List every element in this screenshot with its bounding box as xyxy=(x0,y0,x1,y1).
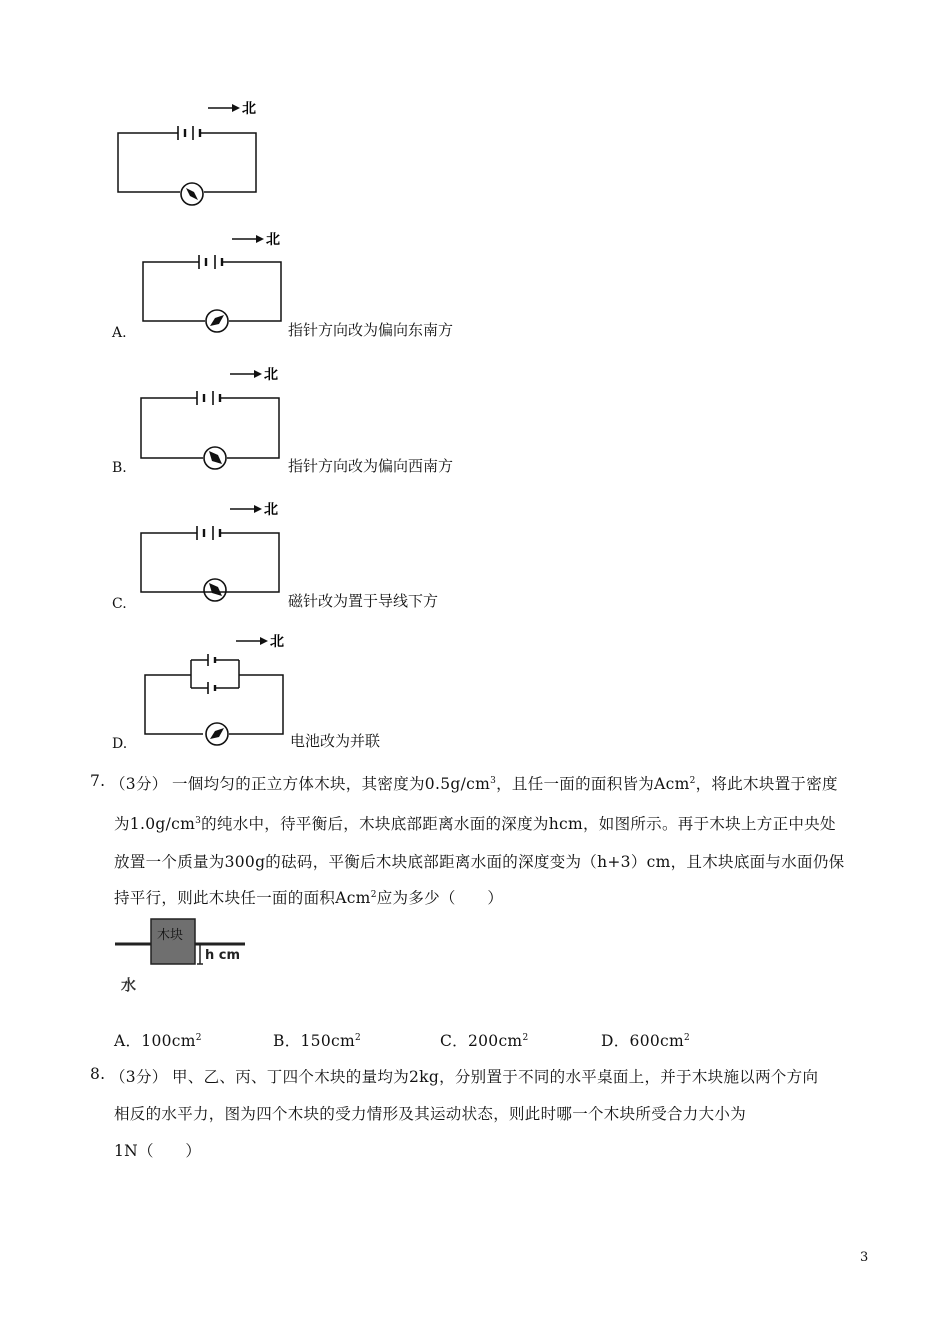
north-label: 北 xyxy=(270,634,284,650)
option-b-label: B. xyxy=(112,460,127,476)
compass-icon xyxy=(181,183,203,205)
option-c-label: C. xyxy=(112,596,127,612)
q8-line-1: 甲、乙、丙、丁四个木块的量均为2kg，分别置于不同的水平桌面上，并于木块施以两个方向 xyxy=(172,1068,819,1086)
compass-icon xyxy=(204,579,226,601)
option-c-circuit xyxy=(133,498,288,600)
option-a-caption: 指针方向改为偏向东南方 xyxy=(288,321,454,339)
option-b-caption: 指针方向改为偏向西南方 xyxy=(288,457,454,475)
q7-choice-a: A．$100cm^2$ xyxy=(114,1032,202,1050)
q7-choice-d: D．$600cm^2$ xyxy=(601,1032,691,1050)
water-label: 水 xyxy=(121,976,137,994)
q7-choice-b: B．$150cm^2$ xyxy=(273,1032,361,1050)
option-d-circuit xyxy=(135,630,295,742)
q7-line-1: 一個均匀的正立方体木块，其密度为$0.5g/cm^3$，且任一面的面积皆为Acm$^2$，将此木块置于密度 xyxy=(172,775,838,793)
q8-line-3: 1N（ ） xyxy=(114,1142,202,1160)
compass-icon xyxy=(204,447,226,469)
north-label: 北 xyxy=(264,367,278,383)
q7-line-3: 放置一个质量为300g的砝码，平衡后木块底部距离水面的深度变为（h+3）cm，且木块底面与水面仍保 xyxy=(114,853,845,871)
q7-line-2: 为$1.0g/cm^3$的纯水中，待平衡后，木块底部距离水面的深度为hcm，如图所示。再于木块上方正中央处 xyxy=(114,815,836,833)
option-d-label: D. xyxy=(112,736,128,752)
compass-icon xyxy=(206,310,228,332)
compass-icon xyxy=(206,723,228,745)
option-a-label: A. xyxy=(112,325,127,341)
original-circuit-diagram xyxy=(110,95,270,210)
north-label: 北 xyxy=(242,101,256,117)
depth-label: h cm xyxy=(205,948,241,963)
q8-points: （3分） xyxy=(110,1068,168,1086)
q7-points: （3分） xyxy=(110,775,168,793)
q8-line-2: 相反的水平力，图为四个木块的受力情形及其运动状态，则此时哪一个木块所受合力大小为 xyxy=(114,1105,747,1123)
q7-line-4: 持平行，则此木块任一面的面积Acm$^2$应为多少（ ） xyxy=(114,889,504,907)
page-number: 3 xyxy=(860,1250,869,1265)
north-label: 北 xyxy=(264,502,278,518)
q7-choice-c: C．$200cm^2$ xyxy=(440,1032,529,1050)
q7-number: 7. xyxy=(90,772,106,790)
north-label: 北 xyxy=(266,232,280,248)
option-a-circuit xyxy=(135,228,290,328)
option-c-caption: 磁针改为置于导线下方 xyxy=(288,592,439,610)
q7-wood-block-figure xyxy=(115,915,255,1000)
option-d-caption: 电池改为并联 xyxy=(290,732,381,750)
option-b-circuit xyxy=(133,363,288,465)
q8-number: 8. xyxy=(90,1065,106,1083)
block-label: 木块 xyxy=(157,928,184,943)
